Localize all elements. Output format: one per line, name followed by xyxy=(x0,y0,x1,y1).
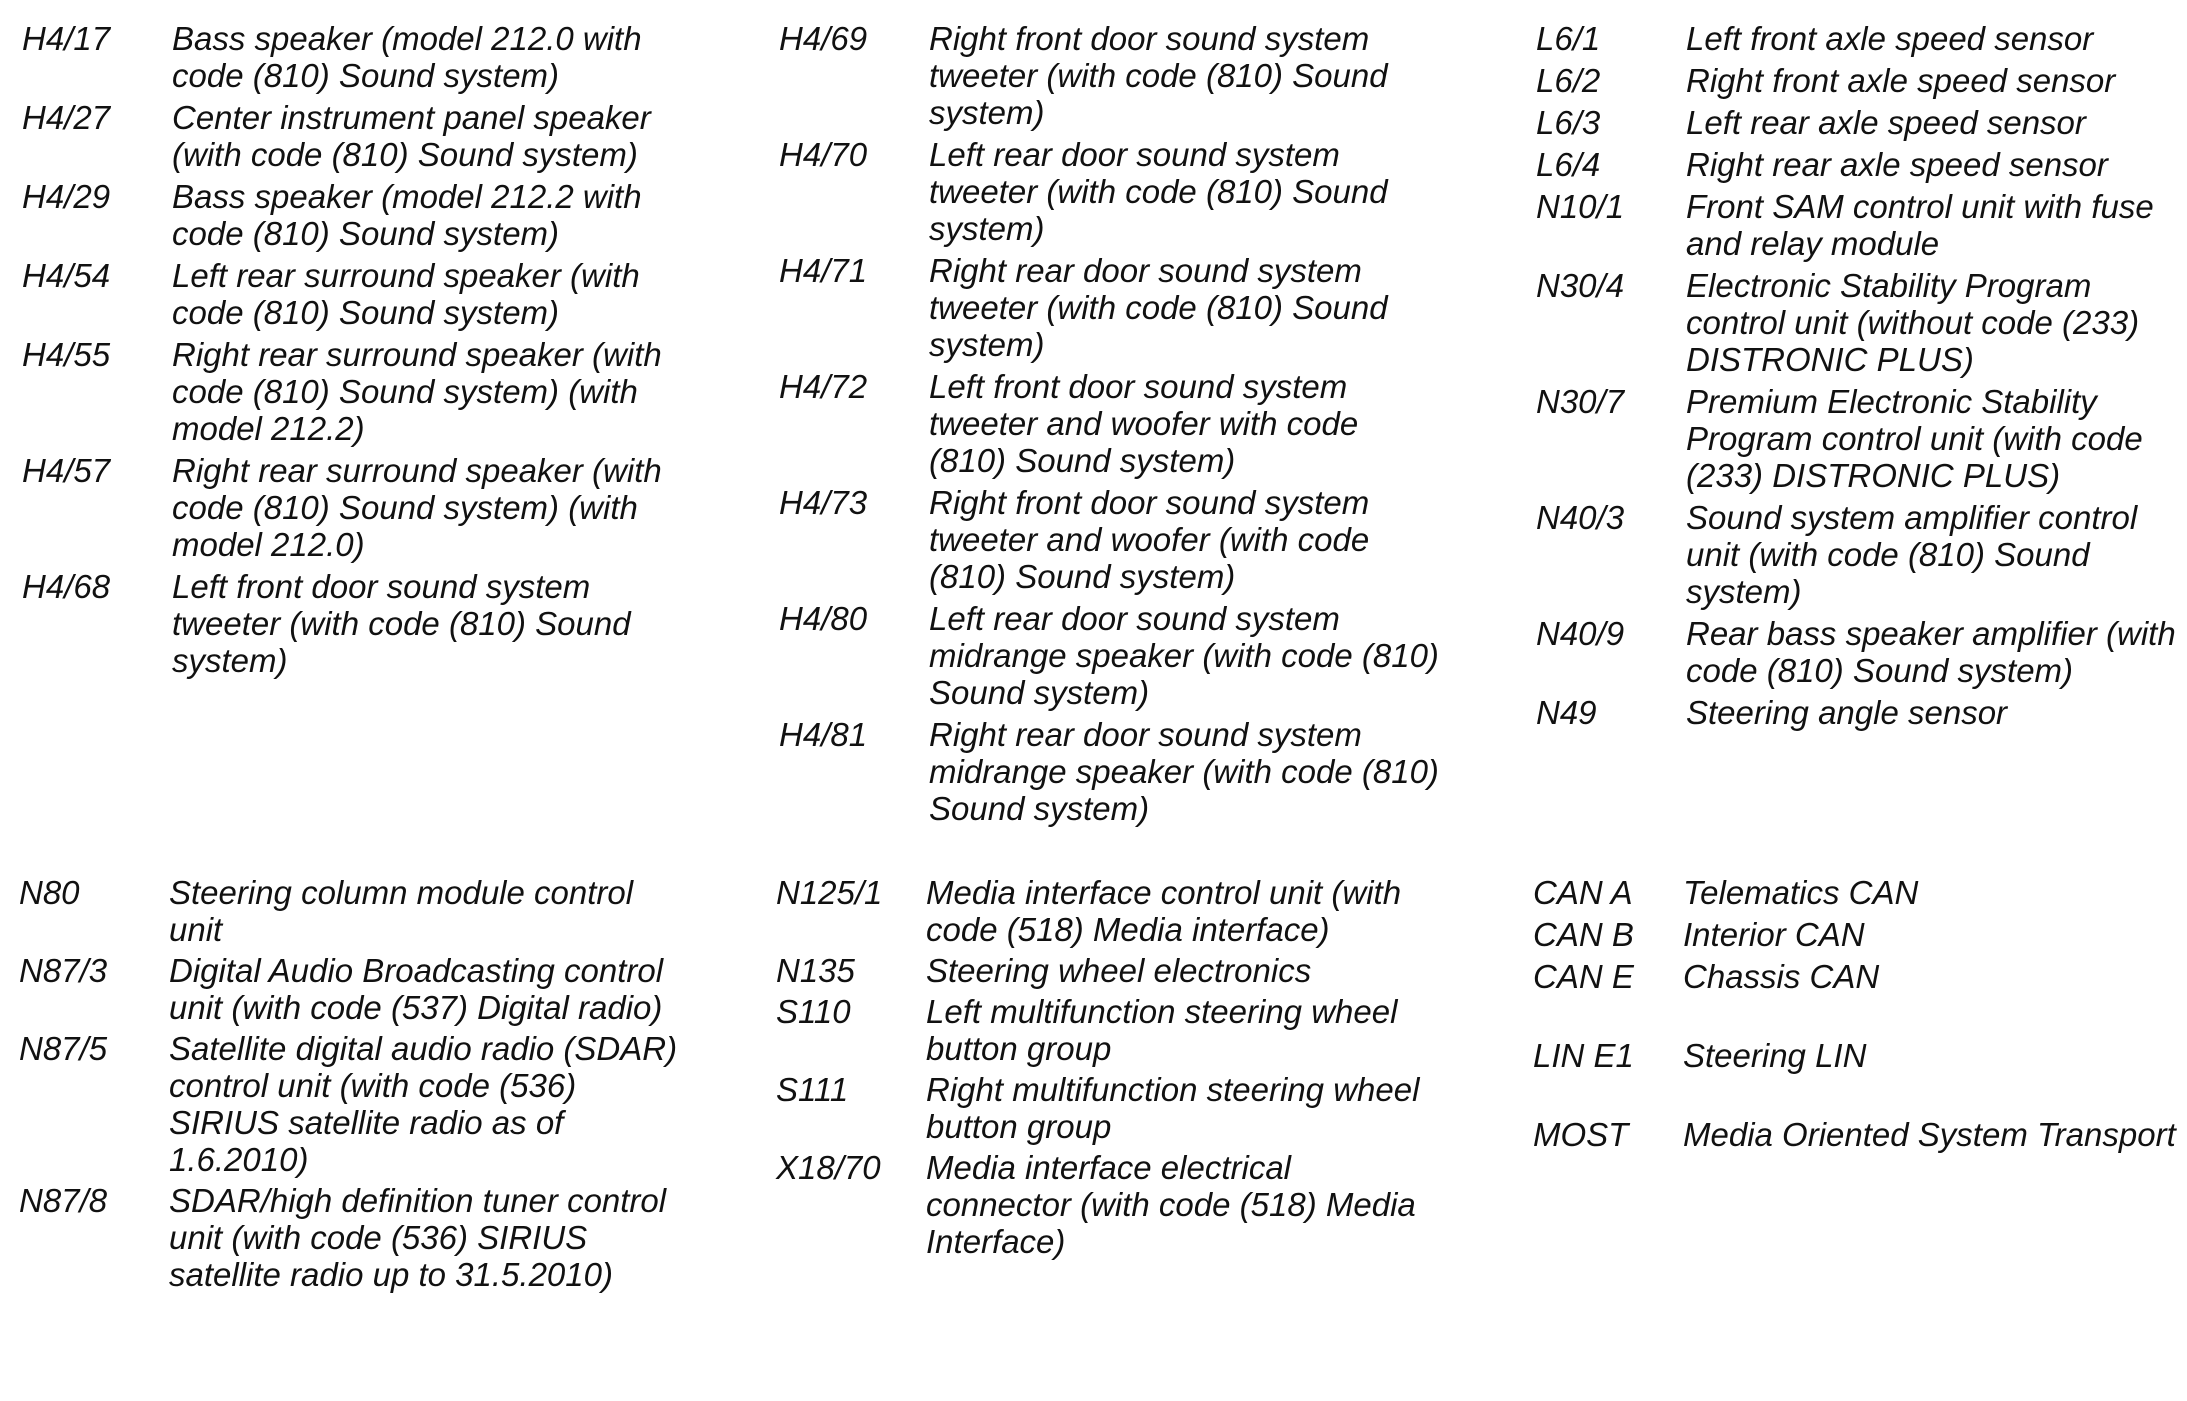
legend-entry xyxy=(19,952,679,1026)
bus-code: CAN B xyxy=(1533,916,1634,953)
bus-code: MOST xyxy=(1533,1116,1629,1153)
component-description: Left rear door sound system tweeter (with code (810) Sound system) xyxy=(929,136,1388,247)
legend-entry xyxy=(1533,874,2187,911)
component-description: Steering angle sensor xyxy=(1686,694,2008,731)
legend-entry xyxy=(22,20,682,94)
legend-entry xyxy=(1533,916,2187,953)
component-code: H4/69 xyxy=(779,20,868,57)
legend-entry xyxy=(1536,267,2186,378)
legend-entry xyxy=(22,257,682,331)
bus-code: LIN E1 xyxy=(1533,1037,1634,1074)
component-code: H4/27 xyxy=(22,99,111,136)
legend-entry xyxy=(776,1149,1436,1260)
legend-entry xyxy=(19,1030,679,1178)
legend-entry xyxy=(22,99,682,173)
component-description: Left front door sound system tweeter (with code (810) Sound system) xyxy=(172,568,631,679)
legend-entry xyxy=(1533,1116,2187,1153)
legend-entry xyxy=(1536,694,2186,731)
component-description: Electronic Stability Program control unit (without code (233) DISTRONIC PLUS) xyxy=(1686,267,2140,378)
component-description: Left rear surround speaker (with code (810) Sound system) xyxy=(172,257,640,331)
legend-block-h4-left xyxy=(22,20,682,684)
component-code: H4/17 xyxy=(22,20,111,57)
bus-description: Interior CAN xyxy=(1683,916,1865,953)
component-description: Right rear surround speaker (with code (810) Sound system) (with model 212.2) xyxy=(172,336,662,447)
legend-entry xyxy=(1536,104,2186,141)
bus-description: Telematics CAN xyxy=(1683,874,1919,911)
legend-entry xyxy=(776,1071,1436,1145)
legend-entry xyxy=(1533,958,2187,995)
component-code: N40/9 xyxy=(1536,615,1625,652)
bus-description: Chassis CAN xyxy=(1683,958,1880,995)
component-description: Premium Electronic Stability Program control unit (with code (233) DISTRONIC PLUS) xyxy=(1686,383,2143,494)
component-description: Sound system amplifier control unit (with code (810) Sound system) xyxy=(1686,499,2138,610)
component-code: H4/70 xyxy=(779,136,868,173)
legend-entry xyxy=(22,336,682,447)
legend-entry xyxy=(779,20,1439,131)
component-code: N87/5 xyxy=(19,1030,108,1067)
bus-description: Media Oriented System Transport xyxy=(1683,1116,2176,1153)
component-code: N40/3 xyxy=(1536,499,1625,536)
component-description: Right front door sound system tweeter and woofer (with code (810) Sound system) xyxy=(929,484,1370,595)
component-description: Steering column module control unit xyxy=(169,874,634,948)
bus-code: CAN E xyxy=(1533,958,1634,995)
legend-block-control-units-left xyxy=(19,874,679,1297)
component-code: N30/4 xyxy=(1536,267,1625,304)
component-description: Right rear door sound system midrange speaker (with code (810) Sound system) xyxy=(929,716,1439,827)
component-description: Left rear axle speed sensor xyxy=(1686,104,2086,141)
component-code: N87/3 xyxy=(19,952,108,989)
legend-entry xyxy=(1536,20,2186,57)
legend-entry xyxy=(779,252,1439,363)
component-description: Bass speaker (model 212.0 with code (810) Sound system) xyxy=(172,20,642,94)
component-description: Center instrument panel speaker (with code (810) Sound system) xyxy=(172,99,651,173)
legend-entry xyxy=(19,1182,679,1293)
component-code: H4/54 xyxy=(22,257,111,294)
component-code: H4/29 xyxy=(22,178,111,215)
component-description: Left front axle speed sensor xyxy=(1686,20,2094,57)
component-code: N135 xyxy=(776,952,855,989)
component-code: H4/81 xyxy=(779,716,868,753)
component-description: Right multifunction steering wheel button group xyxy=(926,1071,1420,1145)
legend-block-h4-middle xyxy=(779,20,1439,832)
legend-entry xyxy=(779,484,1439,595)
component-code: S110 xyxy=(776,993,851,1030)
component-code: X18/70 xyxy=(776,1149,881,1186)
component-description: Right front axle speed sensor xyxy=(1686,62,2116,99)
component-description: Left multifunction steering wheel button group xyxy=(926,993,1398,1067)
component-code: H4/71 xyxy=(779,252,868,289)
component-code: H4/68 xyxy=(22,568,111,605)
legend-entry xyxy=(1536,146,2186,183)
component-code: S111 xyxy=(776,1071,849,1108)
legend-block-control-units-middle xyxy=(776,874,1436,1264)
component-code: N87/8 xyxy=(19,1182,108,1219)
component-code: L6/1 xyxy=(1536,20,1601,57)
component-code: N49 xyxy=(1536,694,1597,731)
legend-entry xyxy=(779,136,1439,247)
legend-entry xyxy=(776,874,1436,948)
component-code: L6/2 xyxy=(1536,62,1601,99)
component-description: Steering wheel electronics xyxy=(926,952,1312,989)
legend-entry xyxy=(22,452,682,563)
component-description: Rear bass speaker amplifier (with code (810) Sound system) xyxy=(1686,615,2176,689)
component-description: Left front door sound system tweeter and woofer with code (810) Sound system) xyxy=(929,368,1359,479)
component-code: L6/3 xyxy=(1536,104,1601,141)
component-code: N30/7 xyxy=(1536,383,1625,420)
legend-block-bus-systems xyxy=(1533,874,2187,1158)
legend-entry xyxy=(776,993,1436,1067)
component-code: H4/80 xyxy=(779,600,868,637)
component-code: H4/55 xyxy=(22,336,111,373)
bus-description: Steering LIN xyxy=(1683,1037,1867,1074)
legend-entry xyxy=(19,874,679,948)
component-description: Right front door sound system tweeter (with code (810) Sound system) xyxy=(929,20,1388,131)
component-description: Satellite digital audio radio (SDAR) control unit (with code (536) SIRIUS satellite radio as of 1.6.2010) xyxy=(169,1030,678,1178)
component-code: N80 xyxy=(19,874,80,911)
legend-entry xyxy=(776,952,1436,989)
legend-entry xyxy=(1536,188,2186,262)
component-description: Media interface control unit (with code (518) Media interface) xyxy=(926,874,1402,948)
component-description: Front SAM control unit with fuse and relay module xyxy=(1686,188,2154,262)
component-code: N10/1 xyxy=(1536,188,1625,225)
component-code: N125/1 xyxy=(776,874,883,911)
legend-entry xyxy=(1536,615,2186,689)
legend-entry xyxy=(779,368,1439,479)
component-description: Right rear surround speaker (with code (810) Sound system) (with model 212.0) xyxy=(172,452,662,563)
legend-entry xyxy=(1536,62,2186,99)
component-description: Digital Audio Broadcasting control unit (with code (537) Digital radio) xyxy=(169,952,664,1026)
component-code: H4/73 xyxy=(779,484,868,521)
legend-entry xyxy=(1533,1037,2187,1074)
legend-block-sensors-units-right xyxy=(1536,20,2186,736)
bus-code: CAN A xyxy=(1533,874,1633,911)
component-description: Media interface electrical connector (with code (518) Media Interface) xyxy=(926,1149,1416,1260)
legend-entry xyxy=(779,716,1439,827)
legend-entry xyxy=(779,600,1439,711)
component-code: H4/72 xyxy=(779,368,868,405)
legend-entry xyxy=(22,178,682,252)
component-description: Left rear door sound system midrange speaker (with code (810) Sound system) xyxy=(929,600,1439,711)
legend-entry xyxy=(1536,383,2186,494)
component-description: Right rear axle speed sensor xyxy=(1686,146,2108,183)
legend-entry xyxy=(22,568,682,679)
legend-entry xyxy=(1536,499,2186,610)
component-code: L6/4 xyxy=(1536,146,1601,183)
component-description: Right rear door sound system tweeter (with code (810) Sound system) xyxy=(929,252,1388,363)
component-code: H4/57 xyxy=(22,452,111,489)
component-description: Bass speaker (model 212.2 with code (810) Sound system) xyxy=(172,178,642,252)
component-description: SDAR/high definition tuner control unit (with code (536) SIRIUS satellite radio up to 31.5.2010) xyxy=(169,1182,667,1293)
